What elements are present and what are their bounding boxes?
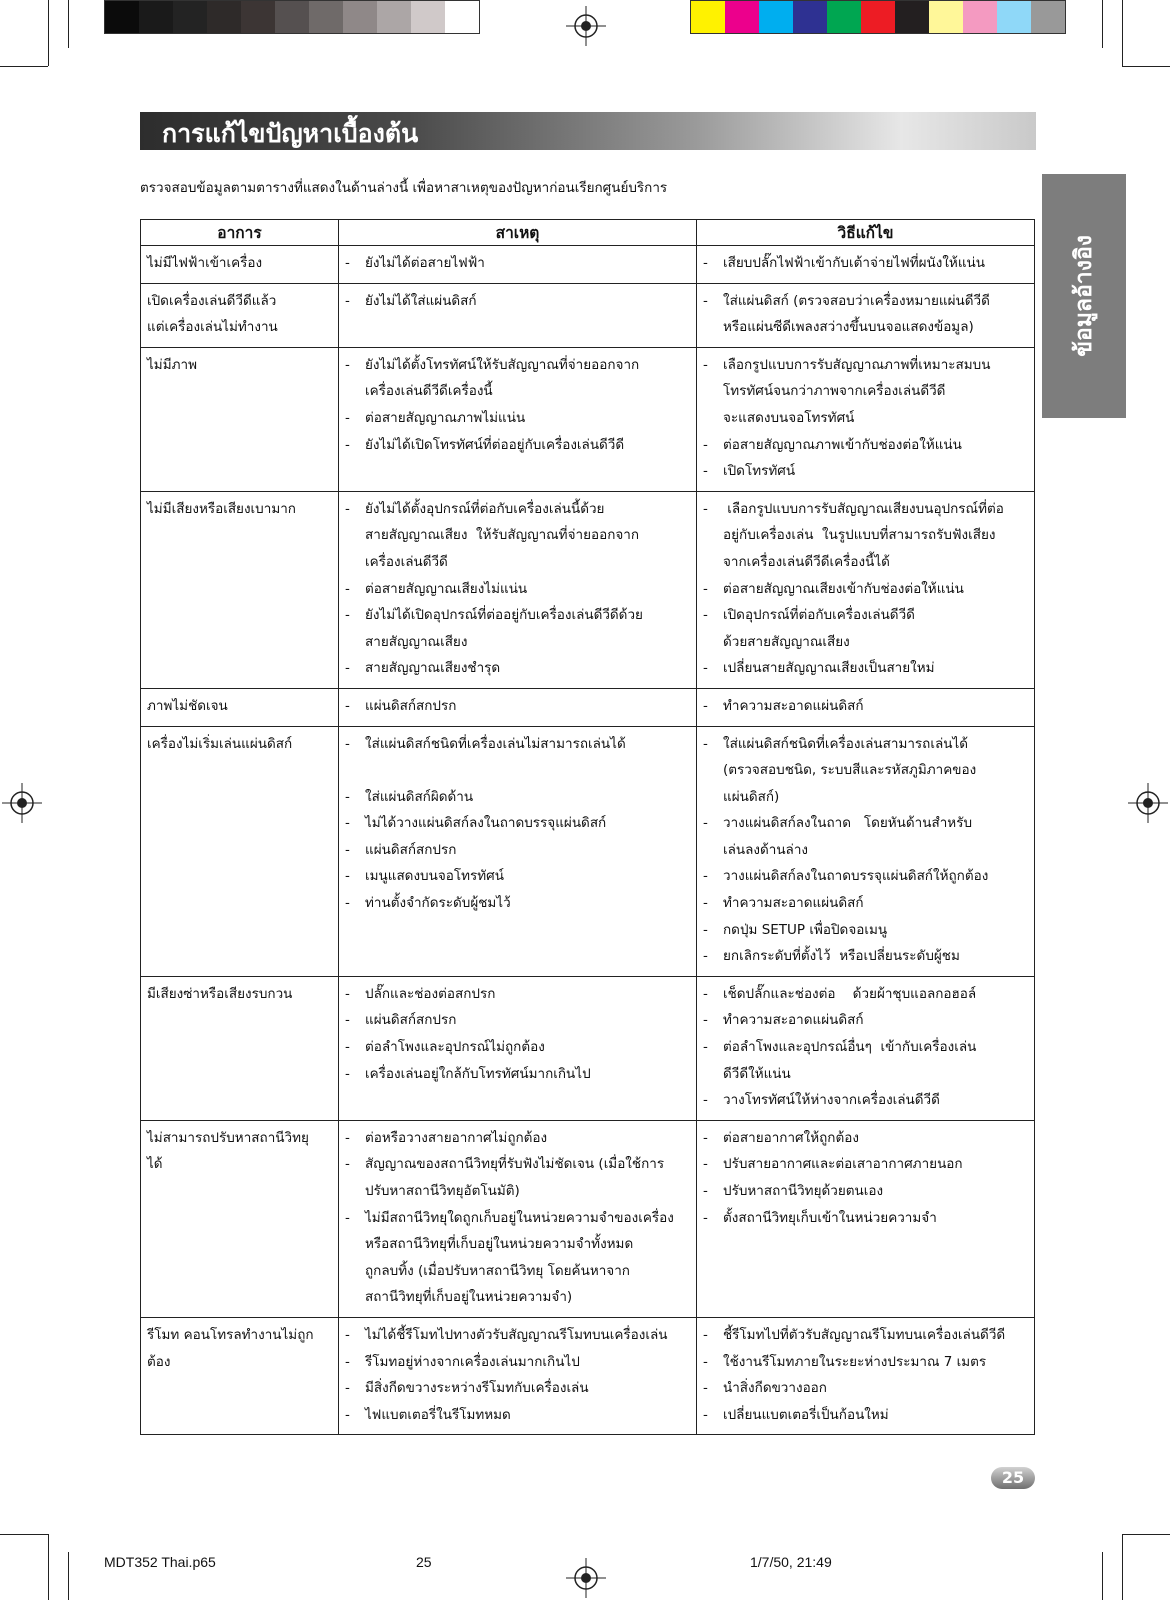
cause-item: - ยังไม่ได้เปิดอุปกรณ์ที่ต่ออยู่กับเครื่องเล่นดีวีดีด้วย สายสัญญาณเสียง	[345, 602, 690, 655]
symptom-text: ไม่มีเสียงหรือเสียงเบามาก	[147, 500, 296, 517]
color-swatch	[895, 1, 929, 33]
remedy-text: กดปุ่ม SETUP เพื่อปิดจอเมนู	[723, 921, 888, 938]
remedy-item: - กดปุ่ม SETUP เพื่อปิดจอเมนู	[703, 917, 1028, 944]
header-cause: สาเหตุ	[339, 220, 697, 246]
symptom-cell	[141, 976, 339, 1120]
cause-item: - ยังไม่ได้ต่อสายไฟฟ้า	[345, 250, 690, 277]
symptom-cell	[141, 1317, 339, 1434]
remedy-cell	[697, 491, 1035, 688]
color-calibration-bar	[690, 0, 1066, 34]
color-swatch	[241, 1, 275, 33]
symptom-cell	[141, 283, 339, 347]
cause-text: ยังไม่ได้ตั้งโทรทัศน์ให้รับสัญญาณที่จ่ายออกจาก เครื่องเล่นดีวีดีเครื่องนี้	[365, 356, 640, 400]
symptom-cell	[141, 347, 339, 491]
color-swatch	[105, 1, 139, 33]
remedy-text: ต่อสายสัญญาณภาพเข้ากับช่องต่อให้แน่น	[723, 436, 962, 453]
remedy-text: วางแผ่นดิสก์ลงในถาดบรรจุแผ่นดิสก์ให้ถูกต้อง	[723, 868, 989, 885]
color-swatch	[1031, 1, 1065, 33]
remedy-cell	[697, 1317, 1035, 1434]
symptom-text: เครื่องไม่เริ่มเล่นแผ่นดิสก์	[147, 735, 293, 752]
cause-item: - ยังไม่ได้เปิดโทรทัศน์ที่ต่ออยู่กับเครื่องเล่นดีวีดี	[345, 432, 690, 459]
crop-mark-tl-v	[48, 0, 49, 66]
remedy-item: - ยกเลิกระดับที่ตั้งไว้ หรือเปลี่ยนระดับผู้ชม	[703, 943, 1028, 970]
cause-item: - สัญญาณของสถานีวิทยุที่รับฟังไม่ชัดเจน (เมื่อใช้การ ปรับหาสถานีวิทยุอัตโนมัติ)	[345, 1151, 690, 1204]
intro-text: ตรวจสอบข้อมูลตามตารางที่แสดงในด้านล่างนี้ เพื่อหาสาเหตุของปัญหาก่อนเรียกศูนย์บริการ	[140, 180, 668, 196]
remedy-text: เสียบปลั๊กไฟฟ้าเข้ากับเต้าจ่ายไฟที่ผนังให้แน่น	[723, 255, 985, 271]
symptom-text: ภาพไม่ชัดเจน	[147, 697, 228, 714]
color-swatch	[759, 1, 793, 33]
cause-text: ยังไม่ได้ต่อสายไฟฟ้า	[365, 255, 485, 271]
remedy-text: นำสิ่งกีดขวางออก	[723, 1380, 827, 1397]
remedy-item: - วางโทรทัศน์ให้ห่างจากเครื่องเล่นดีวีดี	[703, 1087, 1028, 1114]
cause-cell	[339, 246, 697, 284]
symptom-text: ไม่มีไฟฟ้าเข้าเครื่อง	[147, 255, 263, 271]
remedy-text: เช็ดปลั๊กและช่องต่อ ด้วยผ้าชุบแอลกอฮอล์	[723, 985, 977, 1002]
page-title-bar	[140, 112, 1036, 150]
color-swatch	[997, 1, 1031, 33]
symptom-cell	[141, 688, 339, 726]
gray-calibration-bar	[104, 0, 480, 34]
remedy-item: - เช็ดปลั๊กและช่องต่อ ด้วยผ้าชุบแอลกอฮอล์	[703, 981, 1028, 1008]
cause-item: - รีโมทอยู่ห่างจากเครื่องเล่นมากเกินไป	[345, 1349, 690, 1376]
cause-item: - แผ่นดิสก์สกปรก	[345, 837, 690, 864]
remedy-text: เปิดโทรทัศน์	[723, 463, 796, 480]
cause-item: - เครื่องเล่นอยู่ใกล้กับโทรทัศน์มากเกินไป	[345, 1061, 690, 1088]
remedy-cell	[697, 976, 1035, 1120]
crop-mark-br2-v	[1102, 1552, 1103, 1600]
crop-mark-tr-v	[1122, 0, 1123, 66]
color-swatch	[377, 1, 411, 33]
remedy-cell	[697, 688, 1035, 726]
remedy-item: - เปิดโทรทัศน์	[703, 458, 1028, 485]
symptom-text: ต้อง	[147, 1353, 171, 1370]
remedy-text: ใส่แผ่นดิสก์ชนิดที่เครื่องเล่นสามารถเล่นได้ (ตรวจสอบชนิด, ระบบสีและรหัสภูมิภาคของ แผ่นดิสก์)	[723, 735, 977, 805]
symptom-text: ไม่มีภาพ	[147, 356, 197, 373]
side-tab-label: ข้อมูลอ้างอิง	[1071, 235, 1097, 357]
remedy-item: - ต่อลำโพงและอุปกรณ์อื่นๆ เข้ากับเครื่องเล่น ดีวีดีให้แน่น	[703, 1034, 1028, 1087]
symptom-text: ได้	[147, 1156, 163, 1173]
cause-text: ปลั๊กและช่องต่อสกปรก	[365, 985, 496, 1002]
remedy-cell	[697, 726, 1035, 976]
page-title: การแก้ไขปัญหาเบื้องต้น	[162, 119, 419, 148]
table-row	[141, 688, 1035, 726]
cause-item: - ต่อลำโพงและอุปกรณ์ไม่ถูกต้อง	[345, 1034, 690, 1061]
remedy-item: - เปลี่ยนสายสัญญาณเสียงเป็นสายใหม่	[703, 655, 1028, 682]
cause-item: - เมนูแสดงบนจอโทรทัศน์	[345, 863, 690, 890]
cause-item: - ต่อสายสัญญาณภาพไม่แน่น	[345, 405, 690, 432]
cause-text: ท่านตั้งจำกัดระดับผู้ชมไว้	[365, 895, 511, 912]
remedy-item: - วางแผ่นดิสก์ลงในถาดบรรจุแผ่นดิสก์ให้ถูกต้อง	[703, 863, 1028, 890]
footer-file: MDT352 Thai.p65	[104, 1554, 216, 1570]
symptom-cell	[141, 246, 339, 284]
remedy-item: - ทำความสะอาดแผ่นดิสก์	[703, 890, 1028, 917]
remedy-item: - ต่อสายอากาศให้ถูกต้อง	[703, 1125, 1028, 1152]
remedy-text: ยกเลิกระดับที่ตั้งไว้ หรือเปลี่ยนระดับผู้ชม	[723, 948, 960, 965]
symptom-text: มีเสียงซ่าหรือเสียงรบกวน	[147, 985, 293, 1002]
remedy-item: - เสียบปลั๊กไฟฟ้าเข้ากับเต้าจ่ายไฟที่ผนังให้แน่น	[703, 250, 1028, 277]
color-swatch	[275, 1, 309, 33]
cause-text: เมนูแสดงบนจอโทรทัศน์	[365, 868, 504, 885]
table-row	[141, 976, 1035, 1120]
remedy-item: - ทำความสะอาดแผ่นดิสก์	[703, 693, 1028, 720]
registration-mark-icon	[566, 1558, 606, 1598]
color-swatch	[139, 1, 173, 33]
cause-item: - ไม่มีสถานีวิทยุใดถูกเก็บอยู่ในหน่วยความจำของเครื่อง หรือสถานีวิทยุที่เก็บอยู่ในหน่วยความจำทั้งหมด ถูกลบทิ้ง (เมื่อปรับหาสถานีวิทยุ โดยค้นหาจาก สถานีวิทยุที่เก็บอยู่ในหน่วยความจำ)	[345, 1205, 690, 1311]
symptom-text: ไม่สามารถปรับหาสถานีวิทยุ	[147, 1129, 309, 1146]
page-number-badge: 25	[991, 1467, 1035, 1489]
remedy-item: - เลือกรูปแบบการรับสัญญาณเสียงบนอุปกรณ์ที่ต่อ อยู่กับเครื่องเล่น ในรูปแบบที่สามารถรับฟังเสียง จากเครื่องเล่นดีวีดีเครื่องนี้ได้	[703, 496, 1028, 576]
cause-text: แผ่นดิสก์สกปรก	[365, 697, 457, 714]
color-swatch	[861, 1, 895, 33]
cause-text: เครื่องเล่นอยู่ใกล้กับโทรทัศน์มากเกินไป	[365, 1065, 591, 1082]
remedy-text: ใส่แผ่นดิสก์ (ตรวจสอบว่าเครื่องหมายแผ่นดีวีดี หรือแผ่นซีดีเพลงสว่างขึ้นบนจอแสดงข้อมูล)	[723, 292, 990, 336]
remedy-item: - ทำความสะอาดแผ่นดิสก์	[703, 1007, 1028, 1034]
color-swatch	[793, 1, 827, 33]
symptom-text: แต่เครื่องเล่นไม่ทำงาน	[147, 319, 278, 336]
cause-item: - ยังไม่ได้ตั้งอุปกรณ์ที่ต่อกับเครื่องเล่นนี้ด้วย สายสัญญาณเสียง ให้รับสัญญาณที่จ่ายออกจาก เครื่องเล่นดีวีดี	[345, 496, 690, 576]
remedy-item: - ชี้รีโมทไปที่ตัวรับสัญญาณรีโมทบนเครื่องเล่นดีวีดี	[703, 1322, 1028, 1349]
symptom-cell	[141, 1120, 339, 1317]
cause-item: - ปลั๊กและช่องต่อสกปรก	[345, 981, 690, 1008]
cause-text: มีสิ่งกีดขวางระหว่างรีโมทกับเครื่องเล่น	[365, 1380, 589, 1397]
cause-text: ใส่แผ่นดิสก์ชนิดที่เครื่องเล่นไม่สามารถเล่นได้	[365, 735, 626, 752]
cause-cell	[339, 491, 697, 688]
symptom-cell	[141, 726, 339, 976]
cause-text: ต่อสายสัญญาณภาพไม่แน่น	[365, 409, 526, 426]
table-row	[141, 491, 1035, 688]
symptom-cell	[141, 491, 339, 688]
cause-text: ไม่ได้วางแผ่นดิสก์ลงในถาดบรรจุแผ่นดิสก์	[365, 815, 607, 832]
crop-mark-bl-h	[0, 1534, 48, 1535]
cause-cell	[339, 347, 697, 491]
remedy-text: ปรับหาสถานีวิทยุด้วยตนเอง	[723, 1183, 884, 1199]
cause-text: ยังไม่ได้ใส่แผ่นดิสก์	[365, 292, 477, 309]
cause-text: ไฟแบตเตอรี่ในรีโมทหมด	[365, 1406, 511, 1423]
remedy-text: ชี้รีโมทไปที่ตัวรับสัญญาณรีโมทบนเครื่องเล่นดีวีดี	[723, 1326, 1006, 1343]
remedy-item: - ใส่แผ่นดิสก์ชนิดที่เครื่องเล่นสามารถเล่นได้ (ตรวจสอบชนิด, ระบบสีและรหัสภูมิภาคของ แผ่นดิสก์)	[703, 731, 1028, 811]
cause-item: - ท่านตั้งจำกัดระดับผู้ชมไว้	[345, 890, 690, 917]
cause-cell	[339, 726, 697, 976]
table-row	[141, 1317, 1035, 1434]
remedy-text: เปลี่ยนสายสัญญาณเสียงเป็นสายใหม่	[723, 660, 935, 677]
table-row	[141, 283, 1035, 347]
crop-mark-tr2-v	[1102, 0, 1103, 48]
remedy-text: ปรับสายอากาศและต่อเสาอากาศภายนอก	[723, 1156, 963, 1173]
cause-text: ใส่แผ่นดิสก์ผิดด้าน	[365, 788, 474, 805]
remedy-text: เปิดอุปกรณ์ที่ต่อกับเครื่องเล่นดีวีดี ด้วยสายสัญญาณเสียง	[723, 607, 915, 650]
remedy-text: วางโทรทัศน์ให้ห่างจากเครื่องเล่นดีวีดี	[723, 1092, 940, 1109]
crop-mark-tl-h	[0, 66, 48, 67]
remedy-item: - ปรับหาสถานีวิทยุด้วยตนเอง	[703, 1178, 1028, 1205]
cause-text: รีโมทอยู่ห่างจากเครื่องเล่นมากเกินไป	[365, 1353, 580, 1370]
color-swatch	[343, 1, 377, 33]
footer-page: 25	[416, 1554, 432, 1570]
color-swatch	[963, 1, 997, 33]
symptom-text: เปิดเครื่องเล่นดีวีดีแล้ว	[147, 292, 277, 309]
color-swatch	[411, 1, 445, 33]
remedy-text: ต่อสายสัญญาณเสียงเข้ากับช่องต่อให้แน่น	[723, 580, 964, 597]
cause-item: - ไม่ได้ชี้รีโมทไปทางตัวรับสัญญาณรีโมทบนเครื่องเล่น	[345, 1322, 690, 1349]
cause-item: - ใส่แผ่นดิสก์ผิดด้าน	[345, 784, 690, 811]
remedy-item: - ตั้งสถานีวิทยุเก็บเข้าในหน่วยความจำ	[703, 1205, 1028, 1232]
remedy-text: เปลี่ยนแบตเตอรี่เป็นก้อนใหม่	[723, 1406, 889, 1423]
registration-mark-icon	[1128, 783, 1168, 823]
cause-text: ต่อหรือวางสายอากาศไม่ถูกต้อง	[365, 1129, 548, 1146]
table-row	[141, 1120, 1035, 1317]
troubleshooting-table	[140, 219, 1035, 1435]
remedy-item: - เปลี่ยนแบตเตอรี่เป็นก้อนใหม่	[703, 1402, 1028, 1429]
cause-cell	[339, 976, 697, 1120]
cause-cell	[339, 283, 697, 347]
cause-item: - ยังไม่ได้ใส่แผ่นดิสก์	[345, 288, 690, 315]
crop-mark-br-v	[1122, 1534, 1123, 1600]
color-swatch	[725, 1, 759, 33]
crop-mark-tr-h	[1122, 66, 1170, 67]
cause-item: - ไม่ได้วางแผ่นดิสก์ลงในถาดบรรจุแผ่นดิสก์	[345, 810, 690, 837]
remedy-cell	[697, 347, 1035, 491]
cause-text: สายสัญญาณเสียงชำรุด	[365, 660, 501, 677]
cause-item: - ต่อหรือวางสายอากาศไม่ถูกต้อง	[345, 1125, 690, 1152]
remedy-cell	[697, 1120, 1035, 1317]
remedy-text: ทำความสะอาดแผ่นดิสก์	[723, 895, 864, 912]
color-swatch	[207, 1, 241, 33]
remedy-item: - ต่อสายสัญญาณเสียงเข้ากับช่องต่อให้แน่น	[703, 576, 1028, 603]
table-row	[141, 726, 1035, 976]
color-swatch	[309, 1, 343, 33]
remedy-text: ใช้งานรีโมทภายในระยะห่างประมาณ 7 เมตร	[723, 1353, 987, 1370]
crop-mark-bl-v	[48, 1534, 49, 1600]
registration-mark-icon	[2, 783, 42, 823]
cause-item: - แผ่นดิสก์สกปรก	[345, 1007, 690, 1034]
cause-item: - ไฟแบตเตอรี่ในรีโมทหมด	[345, 1402, 690, 1429]
remedy-text: เลือกรูปแบบการรับสัญญาณภาพที่เหมาะสมบน โทรทัศน์จนกว่าภาพจากเครื่องเล่นดีวีดี จะแสดงบนจอโทรทัศน์	[723, 356, 991, 426]
crop-mark-br-h	[1122, 1534, 1170, 1535]
cause-text: ยังไม่ได้เปิดอุปกรณ์ที่ต่ออยู่กับเครื่องเล่นดีวีดีด้วย สายสัญญาณเสียง	[365, 607, 643, 650]
table-row	[141, 246, 1035, 284]
remedy-text: ตั้งสถานีวิทยุเก็บเข้าในหน่วยความจำ	[723, 1209, 937, 1226]
cause-text: ต่อลำโพงและอุปกรณ์ไม่ถูกต้อง	[365, 1039, 545, 1056]
color-swatch	[691, 1, 725, 33]
cause-text: ไม่มีสถานีวิทยุใดถูกเก็บอยู่ในหน่วยความจำของเครื่อง หรือสถานีวิทยุที่เก็บอยู่ในหน่วยความจำทั้งหมด ถูกลบทิ้ง (เมื่อปรับหาสถานีวิทยุ โดยค้นหาจาก สถานีวิทยุที่เก็บอยู่ในหน่วยความจำ)	[365, 1209, 674, 1306]
color-swatch	[827, 1, 861, 33]
color-swatch	[173, 1, 207, 33]
remedy-text: ต่อสายอากาศให้ถูกต้อง	[723, 1129, 859, 1146]
side-section-tab	[1042, 174, 1126, 418]
crop-mark-tl2-v	[68, 0, 69, 48]
color-swatch	[929, 1, 963, 33]
cause-cell	[339, 688, 697, 726]
remedy-cell	[697, 283, 1035, 347]
cause-text: ไม่ได้ชี้รีโมทไปทางตัวรับสัญญาณรีโมทบนเครื่องเล่น	[365, 1326, 668, 1343]
cause-text: แผ่นดิสก์สกปรก	[365, 841, 457, 858]
header-symptom: อาการ	[141, 220, 339, 246]
remedy-text: เลือกรูปแบบการรับสัญญาณเสียงบนอุปกรณ์ที่ต่อ อยู่กับเครื่องเล่น ในรูปแบบที่สามารถรับฟังเสียง จากเครื่องเล่นดีวีดีเครื่องนี้ได้	[723, 500, 1004, 570]
remedy-text: ต่อลำโพงและอุปกรณ์อื่นๆ เข้ากับเครื่องเล่น ดีวีดีให้แน่น	[723, 1039, 977, 1082]
remedy-text: ทำความสะอาดแผ่นดิสก์	[723, 697, 864, 714]
cause-cell	[339, 1317, 697, 1434]
table-row	[141, 347, 1035, 491]
cause-text: แผ่นดิสก์สกปรก	[365, 1012, 457, 1029]
registration-mark-icon	[566, 6, 606, 46]
footer-timestamp: 1/7/50, 21:49	[750, 1554, 832, 1570]
table-header-row	[141, 220, 1035, 246]
remedy-item: - เลือกรูปแบบการรับสัญญาณภาพที่เหมาะสมบน โทรทัศน์จนกว่าภาพจากเครื่องเล่นดีวีดี จะแสดงบนจอโทรทัศน์	[703, 352, 1028, 432]
remedy-item: - เปิดอุปกรณ์ที่ต่อกับเครื่องเล่นดีวีดี ด้วยสายสัญญาณเสียง	[703, 602, 1028, 655]
remedy-text: วางแผ่นดิสก์ลงในถาด โดยหันด้านสำหรับ เล่นลงด้านล่าง	[723, 815, 973, 858]
cause-text: สัญญาณของสถานีวิทยุที่รับฟังไม่ชัดเจน (เมื่อใช้การ ปรับหาสถานีวิทยุอัตโนมัติ)	[365, 1156, 665, 1199]
remedy-item: - ต่อสายสัญญาณภาพเข้ากับช่องต่อให้แน่น	[703, 432, 1028, 459]
color-swatch	[445, 1, 479, 33]
remedy-item: - ใส่แผ่นดิสก์ (ตรวจสอบว่าเครื่องหมายแผ่นดีวีดี หรือแผ่นซีดีเพลงสว่างขึ้นบนจอแสดงข้อมูล)	[703, 288, 1028, 341]
cause-item: - มีสิ่งกีดขวางระหว่างรีโมทกับเครื่องเล่น	[345, 1375, 690, 1402]
cause-item: - แผ่นดิสก์สกปรก	[345, 693, 690, 720]
cause-item: - ใส่แผ่นดิสก์ชนิดที่เครื่องเล่นไม่สามารถเล่นได้	[345, 731, 690, 784]
remedy-item: - วางแผ่นดิสก์ลงในถาด โดยหันด้านสำหรับ เล่นลงด้านล่าง	[703, 810, 1028, 863]
remedy-item: - นำสิ่งกีดขวางออก	[703, 1375, 1028, 1402]
cause-text: ยังไม่ได้ตั้งอุปกรณ์ที่ต่อกับเครื่องเล่นนี้ด้วย สายสัญญาณเสียง ให้รับสัญญาณที่จ่ายออกจาก เครื่องเล่นดีวีดี	[365, 500, 640, 570]
remedy-text: ทำความสะอาดแผ่นดิสก์	[723, 1012, 864, 1029]
remedy-cell	[697, 246, 1035, 284]
cause-text: ยังไม่ได้เปิดโทรทัศน์ที่ต่ออยู่กับเครื่องเล่นดีวีดี	[365, 436, 625, 453]
cause-text: ต่อสายสัญญาณเสียงไม่แน่น	[365, 580, 528, 597]
symptom-text: รีโมท คอนโทรลทำงานไม่ถูก	[147, 1326, 314, 1343]
cause-cell	[339, 1120, 697, 1317]
header-remedy: วิธีแก้ไข	[697, 220, 1035, 246]
cause-item: - สายสัญญาณเสียงชำรุด	[345, 655, 690, 682]
remedy-item: - ใช้งานรีโมทภายในระยะห่างประมาณ 7 เมตร	[703, 1349, 1028, 1376]
crop-mark-bl2-v	[68, 1552, 69, 1600]
remedy-item: - ปรับสายอากาศและต่อเสาอากาศภายนอก	[703, 1151, 1028, 1178]
cause-item: - ยังไม่ได้ตั้งโทรทัศน์ให้รับสัญญาณที่จ่ายออกจาก เครื่องเล่นดีวีดีเครื่องนี้	[345, 352, 690, 405]
cause-item: - ต่อสายสัญญาณเสียงไม่แน่น	[345, 576, 690, 603]
